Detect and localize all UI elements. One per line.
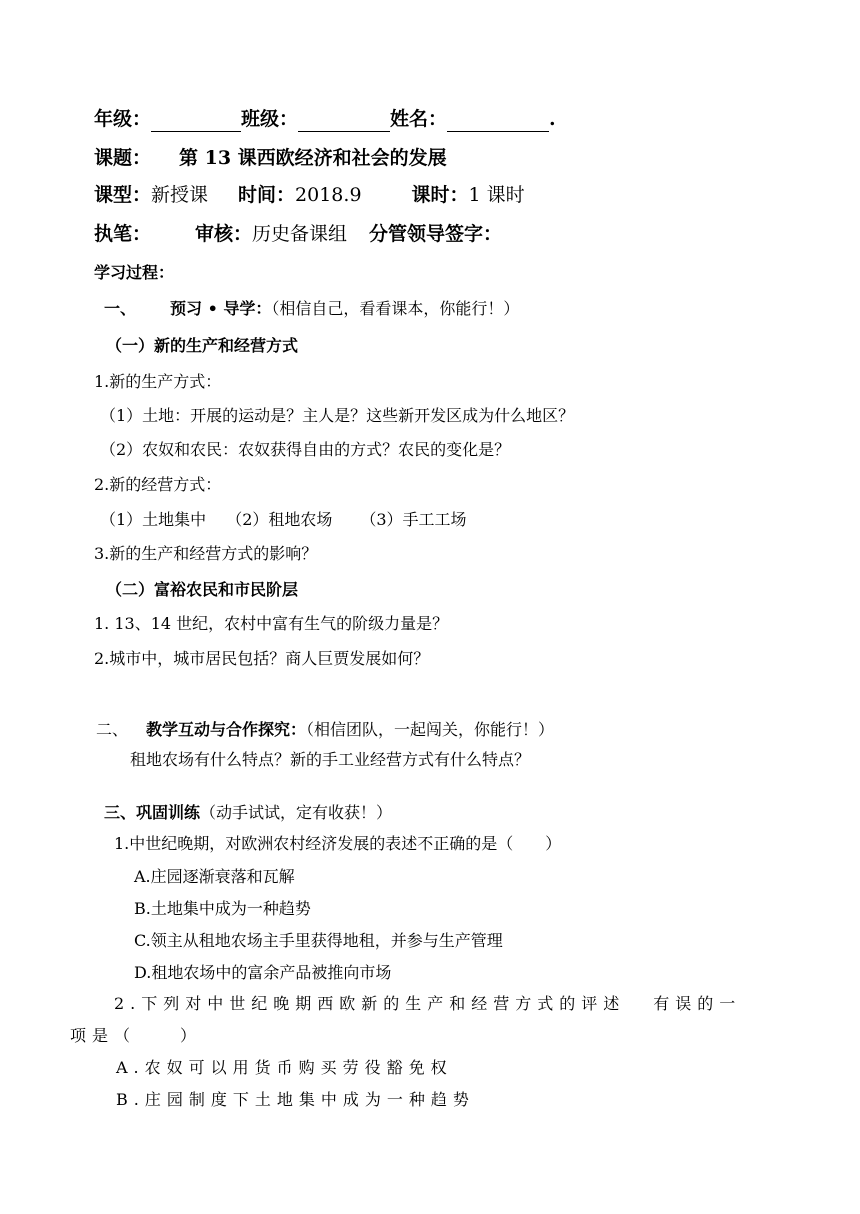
process-title: 学习过程：	[94, 263, 175, 282]
hours-value: 1 课时	[468, 184, 525, 206]
s1-line2: （1）土地：开展的运动是？主人是？这些新开发区成为什么地区？	[100, 406, 575, 425]
grade-blank[interactable]	[151, 111, 241, 132]
section2-num: 二、	[96, 720, 129, 739]
s1-line1: 1.新的生产方式：	[94, 372, 222, 391]
q2-option-a: A.农奴可以用货币购买劳役豁免权	[116, 1058, 453, 1077]
section1-heading	[104, 298, 519, 320]
q2-stem-part1: 2.下列对中世纪晚期西欧新的生产和经营方式的评述	[114, 994, 626, 1013]
review-value: 历史备课组	[252, 223, 348, 245]
s1-line5c: （3）手工工场	[360, 510, 467, 529]
s1-line5a: （1）土地集中	[100, 510, 207, 529]
grade-label: 年级：	[94, 108, 152, 130]
time-label: 时间：	[238, 184, 296, 206]
section1-title: 预习 • 导学：	[170, 299, 272, 318]
section1-num: 一、	[104, 299, 137, 318]
q1-option-c: C.领主从租地农场主手里获得地租，并参与生产管理	[134, 931, 503, 950]
q1-option-a: A.庄园逐渐衰落和瓦解	[134, 867, 295, 886]
author-row	[94, 221, 502, 247]
class-blank[interactable]	[298, 111, 390, 132]
section3-title: 三、巩固训练	[104, 803, 201, 822]
q2-stem-line2: 项是（ ）	[70, 1026, 203, 1045]
author-label: 执笔：	[94, 223, 152, 245]
subsection1-title: （一）新的生产和经营方式	[106, 336, 299, 355]
type-value: 新授课	[151, 184, 209, 206]
section3-heading	[104, 802, 392, 824]
s1-line8: 2.城市中，城市居民包括？商人巨贾发展如何？	[94, 649, 430, 668]
section2-question: 租地农场有什么特点？新的手工业经营方式有什么特点？	[130, 750, 531, 769]
q1-option-d: D.租地农场中的富余产品被推向市场	[134, 963, 392, 982]
topic-row	[94, 145, 447, 171]
section3-note: （动手试试，定有收获！）	[200, 803, 393, 822]
class-label: 班级：	[241, 108, 299, 130]
q1-option-b: B.土地集中成为一种趋势	[134, 899, 311, 918]
name-label: 姓名：	[390, 108, 448, 130]
s1-line6: 3.新的生产和经营方式的影响？	[94, 544, 318, 563]
review-label: 审核：	[195, 223, 253, 245]
time-value: 2018.9	[295, 184, 362, 206]
s1-line4: 2.新的经营方式：	[94, 475, 222, 494]
section2-note: （相信团队，一起闯关，你能行！）	[306, 720, 555, 739]
section2-heading	[96, 719, 554, 741]
grade-class-name-row	[94, 106, 556, 132]
s1-line7: 1. 13、14 世纪，农村中富有生气的阶级力量是？	[94, 614, 449, 633]
q2-stem-line1	[114, 993, 741, 1015]
s1-line5b: （2）租地农场	[226, 510, 333, 529]
name-end: .	[549, 108, 556, 130]
lesson-type-row	[94, 182, 525, 208]
q2-stem-part2: 有误的一	[653, 994, 742, 1013]
q1-stem: 1.中世纪晚期，对欧洲农村经济发展的表述不正确的是（ ）	[114, 834, 562, 853]
s1-line3: （2）农奴和农民：农奴获得自由的方式？农民的变化是？	[100, 440, 511, 459]
hours-label: 课时：	[411, 184, 469, 206]
subsection2-title: （二）富裕农民和市民阶层	[106, 580, 299, 599]
type-label: 课型：	[94, 184, 152, 206]
topic-value: 第 13 课西欧经济和社会的发展	[179, 147, 447, 169]
q2-option-b: B.庄园制度下土地集中成为一种趋势	[116, 1090, 475, 1109]
name-blank[interactable]	[447, 111, 549, 132]
sign-label: 分管领导签字：	[369, 223, 503, 245]
topic-label: 课题：	[94, 147, 152, 169]
s1-line5	[100, 509, 467, 531]
section2-title: 教学互动与合作探究：	[146, 720, 307, 739]
section1-note: （相信自己，看看课本，你能行！）	[271, 299, 520, 318]
